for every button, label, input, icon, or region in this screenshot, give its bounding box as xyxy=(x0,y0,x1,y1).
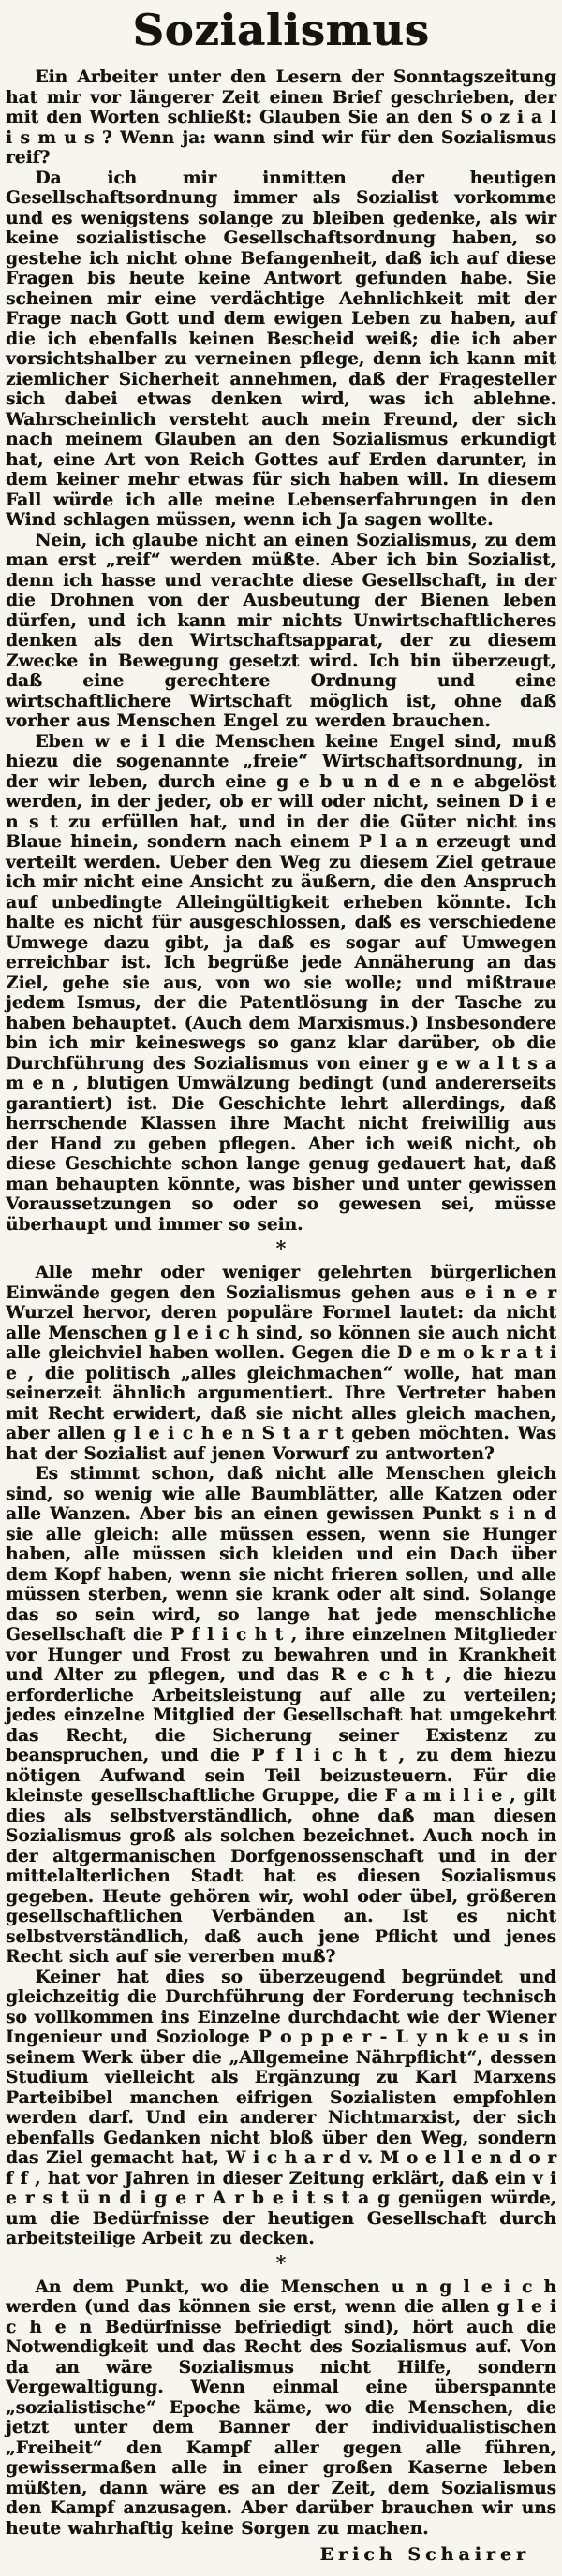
article-paragraph: Es stimmt schon, daß nicht alle Menschen gleich sind, so wenig wie alle Baumblätter, alle Katzen oder alle Wanzen. Aber bis an einen gewissen Punkt s i n d sie alle gleich: alle müssen essen, wenn sie Hunger haben, alle müssen sich kleiden und ein Dach über dem Kopf haben, wenn sie nicht frieren sollen, und alle müssen sterben, wenn sie krank oder alt sind. Solange das so sein wird, so lange hat jede menschliche Gesellschaft die P f l i c h t , ihre einzelnen Mitglieder vor Hunger und Frost zu bewahren und in Krankheit und Alter zu pflegen, und das R e c h t , die hiezu erforderliche Arbeitsleistung auf alle zu verteilen; jedes einzelne Mitglied der Gesellschaft hat umgekehrt das Recht, die Sicherung seiner Existenz zu beanspruchen, und die P f l i c h t , zu dem hiezu nötigen Aufwand sein Teil beizusteuern. Für die kleinste gesellschaftliche Gruppe, die F a m i l i e , gilt dies als selbstverständlich, ohne daß man diesen Sozialismus groß als solchen bezeichnet. Auch noch in der altgermanischen Dorfgenossenschaft und in der mittelalterlichen Stadt hat es diesen Sozialismus gegeben. Heute gehören wir, wohl oder übel, größeren gesellschaftlichen Verbänden an. Ist es nicht selbstverständlich, daß auch jene Pflicht und jenes Recht sich auf sie vererben muß? xyxy=(6,1464,556,1967)
article-paragraph: Da ich mir inmitten der heutigen Gesellschaftsordnung immer als Sozialist vorkomme und es wenigstens solange zu bleiben gedenke, als wir keine sozialistische Gesellschaftsordnung haben, so gestehe ich nicht ohne Befangenheit, daß ich auf diese Fragen bis heute keine Antwort gefunden habe. Sie scheinen mir eine verdächtige Aehnlichkeit mit der Frage nach Gott und dem ewigen Leben zu haben, auf die ich ebenfalls keinen Bescheid weiß; die ich aber vorsichtshalber zu verneinen pflege, denn ich kann mit ziemlicher Sicherheit annehmen, daß der Fragesteller sich dabei etwas denken wird, was ich ablehne. Wahrscheinlich versteht auch mein Freund, der sich nach meinem Glauben an den Sozialismus erkundigt hat, eine Art von Reich Gottes auf Erden darunter, in dem keiner mehr etwas für sich haben will. In diesem Fall würde ich alle meine Lebenserfahrungen in den Wind schlagen müssen, wenn ich Ja sagen wollte. xyxy=(6,168,556,530)
article-body xyxy=(6,67,556,2539)
author-signature: Erich Schairer xyxy=(319,2544,530,2565)
article-paragraph: Keiner hat dies so überzeugend begründet und gleichzeitig die Durchführung der Forderung technisch so vollkommen ins Einzelne durchdacht wie der Wiener Ingenieur und Soziologe P o p p e r - L y n k e u s in seinem Werk über die „Allgemeine Nährpflicht“, dessen Studium vielleicht als Ergänzung zu Karl Marxens Parteibibel manchen eifrigen Sozialisten empfohlen werden darf. Und ein anderer Nichtmarxist, der sich ebenfalls Gedanken nicht bloß über den Weg, sondern das Ziel gemacht hat, W i c h a r d v. M o e l l e n d o r f f , hat vor Jahren in dieser Zeitung erklärt, daß ein v i e r s t ü n d i g e r A r b e i t s t a g genügen würde, um die Bedürfnisse der heutigen Gesellschaft durch arbeitsteilige Arbeit zu decken. xyxy=(6,1967,556,2248)
article-paragraph: Alle mehr oder weniger gelehrten bürgerlichen Einwände gegen den Sozialismus gehen aus e i n e r Wurzel hervor, deren populäre Formel lautet: da nicht alle Menschen g l e i c h sind, so können sie auch nicht alle gleichviel haben wollen. Gegen die D e m o k r a t i e , die politisch „alles gleichmachen“ wolle, hat man seinerzeit ähnlich argumentiert. Ihre Vertreter haben mit Recht erwidert, daß sie nicht alles gleich machen, aber allen g l e i c h e n S t a r t geben möchten. Was hat der Sozialist auf jenen Vorwurf zu antworten? xyxy=(6,1263,556,1464)
article-paragraph: Nein, ich glaube nicht an einen Sozialismus, zu dem man erst „reif“ werden müßte. Aber ich bin Sozialist, denn ich hasse und verachte diese Gesellschaft, in der die Drohnen von der Ausbeutung der Bienen leben dürfen, und ich kann mir nichts Unwirtschaftlicheres denken als den Wirtschaftsapparat, der zu diesem Zwecke in Bewegung gesetzt wird. Ich bin überzeugt, daß eine gerechtere Ordnung und eine wirtschaftlichere Wirtschaft möglich ist, ohne daß vorher aus Menschen Engel zu werden brauchen. xyxy=(6,530,556,731)
article-paragraph: Ein Arbeiter unter den Lesern der Sonntagszeitung hat mir vor längerer Zeit einen Brief geschrieben, der mit den Worten schließt: Glauben Sie an den S o z i a l i s m u s ? Wenn ja: wann sind wir für den Sozialismus reif? xyxy=(6,67,556,168)
article-title: Sozialismus xyxy=(132,5,430,55)
article-paragraph: An dem Punkt, wo die Menschen u n g l e i c h werden (und das können sie erst, wenn die allen g l e i c h e n Bedürfnisse befriedigt sind), hört auch die Notwendigkeit und das Recht des Sozialismus auf. Von da an wäre Sozialismus nicht Hilfe, sondern Vergewaltigung. Wenn einmal eine überspannte „sozialistische“ Epoche käme, wo die Menschen, die jetzt unter dem Banner der individualistischen „Freiheit“ den Kampf aller gegen alle führen, gewissermaßen alle in einer großen Kaserne leben müßten, dann wäre es an der Zeit, dem Sozialismus den Kampf anzusagen. Aber darüber brauchen wir uns heute wahrhaftig keine Sorgen zu machen. xyxy=(6,2276,556,2539)
article-paragraph: Eben w e i l die Menschen keine Engel sind, muß hiezu die sogenannte „freie“ Wirtschaftsordnung, in der wir leben, durch eine g e b u n d e n e abgelöst werden, in der jeder, ob er will oder nicht, seinen D i e n s t zu erfüllen hat, und in der die Güter nicht ins Blaue hinein, sondern nach einem P l a n erzeugt und verteilt werden. Ueber den Weg zu diesem Ziel getraue ich mir nicht eine Ansicht zu äußern, die den Anspruch auf unbedingte Alleingültigkeit erheben könnte. Ich halte es nicht für ausgeschlossen, daß es verschiedene Umwege dazu gibt, ja daß es sogar auf Umwegen erreichbar ist. Ich begrüße jede Annäherung an das Ziel, gehe sie aus, von wo sie wolle; und mißtraue jedem Ismus, der die Patentlösung in der Tasche zu haben behauptet. (Auch dem Marxismus.) Insbesondere bin ich mir keineswegs so ganz klar darüber, ob die Durchführung des Sozialismus von einer g e w a l t s a m e n , blutigen Umwälzung bedingt (und andererseits garantiert) ist. Die Geschichte lehrt allerdings, daß herrschende Klassen ihre Macht nicht freiwillig aus der Hand zu geben pflegen. Aber ich weiß nicht, ob diese Geschichte schon lange genug gedauert hat, daß man behaupten könnte, was bisher und unter gewissen Voraussetzungen so oder so gewesen sei, müsse überhaupt und immer so sein. xyxy=(6,731,556,1235)
section-separator: * xyxy=(275,2250,287,2275)
section-separator: * xyxy=(275,1237,287,1260)
